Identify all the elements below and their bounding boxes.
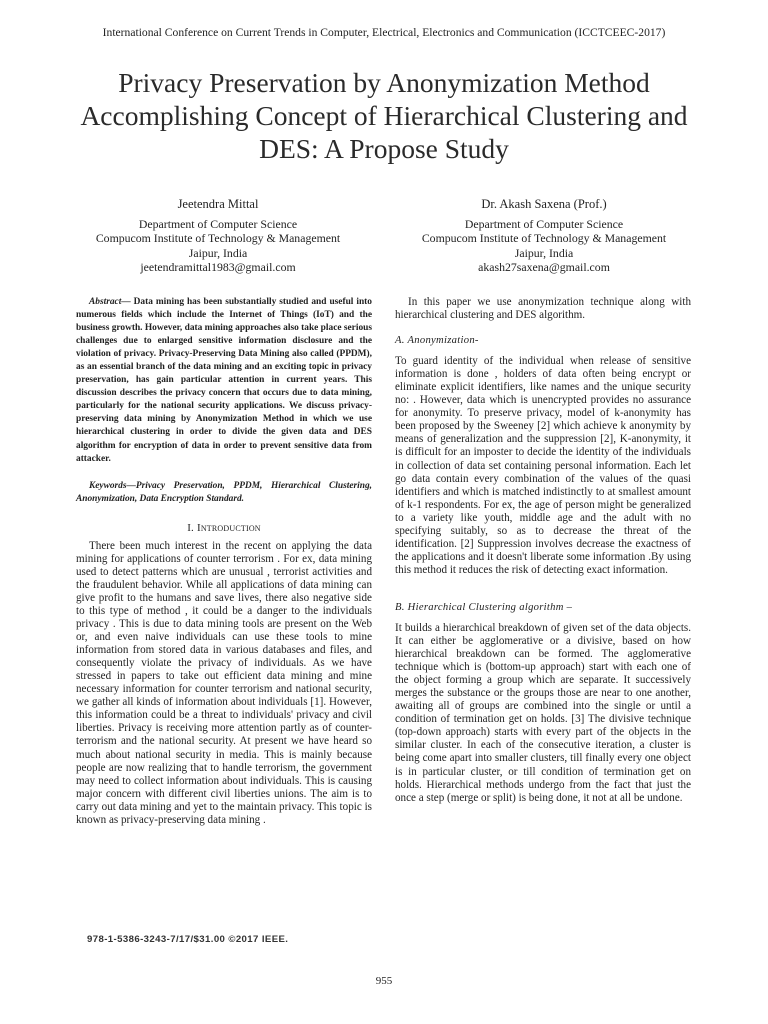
author-name: Dr. Akash Saxena (Prof.)	[481, 197, 607, 211]
author-email: jeetendramittal1983@gmail.com	[140, 260, 296, 275]
copyright-footer: 978-1-5386-3243-7/17/$31.00 ©2017 IEEE.	[87, 934, 289, 945]
paper-title: Privacy Preservation by Anonymization Method Accomplishing Concept of Hierarchical Clustering and DES: A Propose Study	[80, 67, 688, 164]
abstract-dash: —	[121, 297, 134, 307]
section-number: I.	[187, 521, 197, 534]
keywords-text: Privacy Preservation, PPDM, Hierarchical Clustering, Anonymization, Data Encryption Standard.	[76, 480, 372, 504]
left-column	[76, 296, 372, 827]
author-department: Department of Computer Science	[138, 216, 298, 231]
author-name: Jeetendra Mittal	[177, 197, 259, 211]
right-column	[395, 296, 691, 805]
abstract-text: Data mining has been substantially studied and useful into numerous fields which include the Internet of Things (IoT) and the business growth. However, data mining approaches also take place serious challenges due to enlarged sensitive information disclosure and the violation of privacy. Privacy-Preserving Data Mining also called (PPDM), as an essential branch of the data mining and an exciting topic in privacy preservation, has gain particular attention in current years. This discussion describes the privacy concern that occurs due to data mining, particularly for the national security applications. We discuss privacy-preserving data mining by Anonymization Method in which we use hierarchical clustering in order to divide the given data and DES algorithm for encryption of data in order to prevent sensitive data from attacker.	[76, 297, 372, 464]
hierarchical-clustering-paragraph: It builds a hierarchical breakdown of given set of the data objects. It can either be agglomerative or a divisive, based on how hierarchical breakdown can be formed. The agglomerative technique which is (bottom-up approach) start with each one of the object forming a group which are separate. It successively merges the substance or the groups those are near to one another, awaiting all of groups are combined into the single or until a condition of termination get on holds. [3] The divisive technique (top-down approach) starts with every part of the objects in the similar cluster. In each of the consecutive iteration, a cluster is being come apart into smaller clusters, till finally every one object is in particular cluster, or till condition of termination get on holds. Hierarchical methods undergo from the fact that just the once a step (merge or split) is being done, it not at all be undone.	[395, 621, 691, 804]
subsection-heading-anonymization: A. Anonymization-	[395, 335, 479, 347]
author-block-2	[394, 197, 694, 275]
author-department: Department of Computer Science	[464, 216, 624, 231]
author-block-1	[68, 197, 368, 275]
abstract	[76, 296, 372, 466]
author-city: Jaipur, India	[188, 245, 248, 260]
keywords	[76, 480, 372, 506]
subsection-heading-hierarchical-clustering: B. Hierarchical Clustering algorithm –	[395, 601, 573, 613]
abstract-label: Abstract	[89, 297, 122, 307]
conference-header: International Conference on Current Trends in Computer, Electrical, Electronics and Communication (ICCTCEEC-2017)	[102, 26, 666, 39]
right-intro-paragraph: In this paper we use anonymization technique along with hierarchical clustering and DES algorithm.	[395, 296, 691, 322]
author-city: Jaipur, India	[514, 245, 574, 260]
author-institute: Compucom Institute of Technology & Management	[421, 231, 667, 246]
section-heading-introduction	[76, 522, 372, 535]
page-number: 955	[375, 975, 393, 987]
author-institute: Compucom Institute of Technology & Management	[95, 231, 341, 246]
anonymization-paragraph: To guard identity of the individual when release of sensitive information is done , holders of data often being encrypt or eliminate explicit identifiers, like names and the unique security no: . However, data which is unencrypted provides no assurance for anonymity. To preserve privacy, model of k-anonymity has been proposed by the Sweeney [2] which achieve k anonymity by means of generalization and the suppression [2], K-anonymity, it is difficult for an imposter to decide the identity of the individuals in collection of data set containing personal information. Each let go data contain every combination of the values of the quasi identifiers and which is matched indistinctly to at smallest amount of k-1 respondents. For ex, the age of person might be generalized to a variety like youth, middle age and the adult with no specifying suitably, so as to decrease the threat of the identification. [2] Suppression involves decrease the exactness of the applications and it doesn't liberate some information .By using this method it reduces the risk of detecting exact information.	[395, 355, 691, 576]
keywords-label: Keywords—	[89, 480, 136, 491]
introduction-paragraph: There been much interest in the recent on applying the data mining for applications of counter terrorism . For ex, data mining used to detect patterns which are unusual , terrorist activities and the fraudulent behavior. While all applications of data mining can give profit to the humans and save lives, there also negative side to this type of method , it could be a danger to the individuals privacy . This is due to data mining tools are present on the Web or, and even naive individuals can use these tools to mine information from stored data in various databases and files, and consequently violate the privacy of individuals. As we have stressed in papers to take out efficient data mining and mine necessary information for counter terrorism and national security, we gather all kinds of information about individuals [1]. However, this information could be a threat to individuals' privacy and civil liberties. Privacy is receiving more attention partly as of counter-terrorism and the national security. At present we have heard so much about national security in media. This is mainly because people are now realizing that to handle terrorism, the government may need to collect information about individuals. This is causing major concern with different civil liberties unions. The aim is to carry out data mining and yet to the maintain privacy. This topic is known as privacy-preserving data mining .	[76, 539, 372, 826]
author-email: akash27saxena@gmail.com	[478, 260, 610, 275]
section-title: Introduction	[196, 521, 261, 534]
